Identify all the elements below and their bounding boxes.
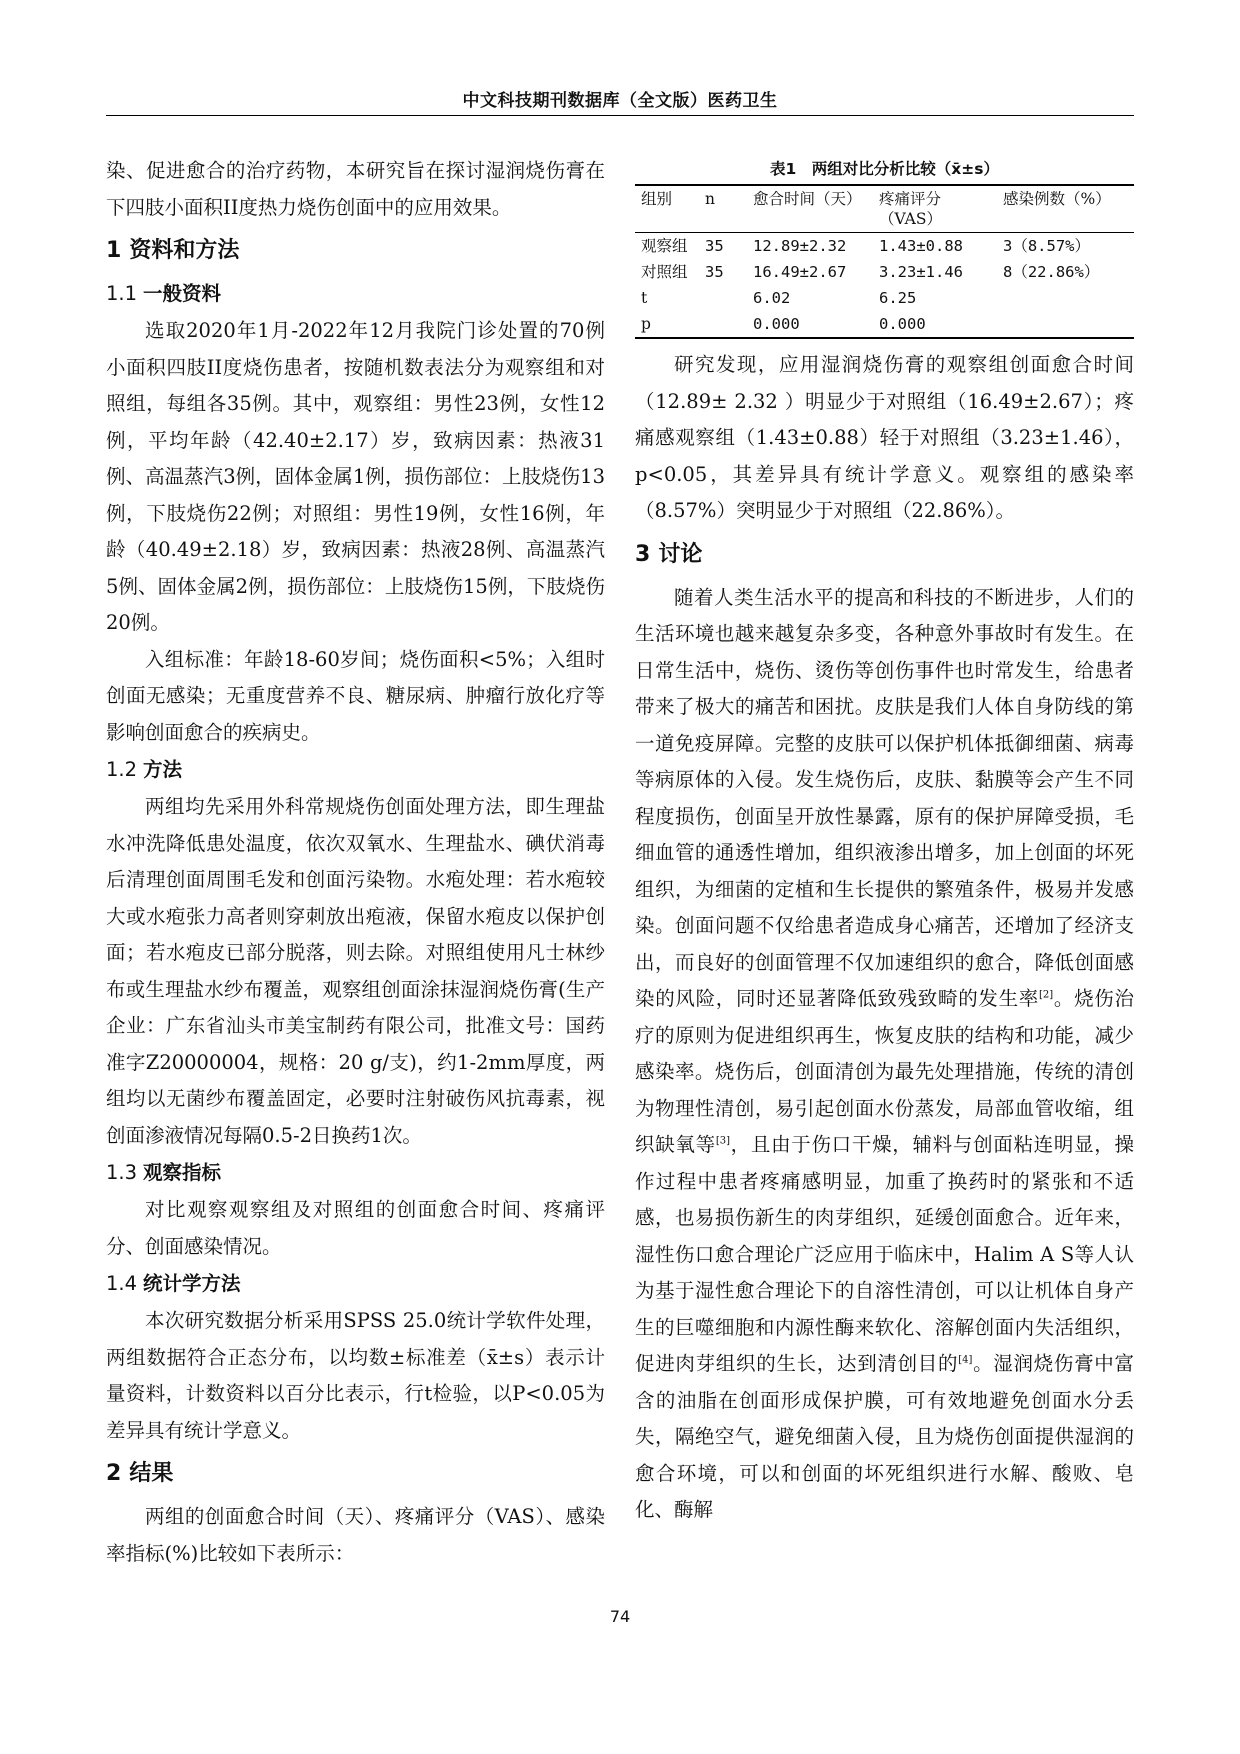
subsection-1-3-heading bbox=[106, 1155, 605, 1191]
table-cell: 6.02 bbox=[753, 289, 791, 307]
header-divider bbox=[106, 115, 1134, 116]
table-cell bbox=[699, 311, 747, 338]
subsection-1-1-heading bbox=[106, 276, 605, 312]
method-paragraph: 两组均先采用外科常规烧伤创面处理方法，即生理盐水冲洗降低患处温度，依次双氧水、生理盐水、碘伏消毒后清理创面周围毛发和创面污染物。水疱处理：若水疱较大或水疱张力高者则穿刺放出疱液，保留水疱皮以保护创面；若水疱皮已部分脱落，则去除。对照组使用凡士林纱布或生理盐水纱布覆盖，观察组创面涂抹湿润烧伤膏(生产企业：广东省汕头市美宝制药有限公司，批准文号：国药准字Z20000004，规格：20 g/支)，约1-2mm厚度，两组均以无菌纱布覆盖固定，必要时注射破伤风抗毒素，视创面渗液情况每隔0.5-2日换药1次。 bbox=[106, 795, 605, 1147]
discussion-text: 。湿润烧伤膏中富含的油脂在创面形成保护膜，可有效地避免创面水分丢失，隔绝空气，避免细菌入侵，且为烧伤创面提供湿润的愈合环境，可以和创面的坏死组织进行水解、酸败、皂化、酶解 bbox=[635, 1352, 1134, 1521]
citation-ref: [3] bbox=[715, 1135, 730, 1147]
header-cell: 愈合时间（天） bbox=[753, 190, 862, 208]
subsection-title: 统计学方法 bbox=[143, 1272, 241, 1295]
section-title: 资料和方法 bbox=[129, 238, 240, 263]
inclusion-criteria-paragraph: 入组标准：年龄18-60岁间；烧伤面积<5%；入组时创面无感染；无重度营养不良、糖尿病、肿瘤行放化疗等影响创面愈合的疾病史。 bbox=[106, 647, 605, 744]
subsection-number: 1.1 bbox=[106, 282, 138, 305]
table-cell bbox=[997, 285, 1134, 311]
table-cell: 35 bbox=[705, 263, 724, 281]
table-cell: 0.000 bbox=[753, 315, 800, 333]
table-row bbox=[635, 285, 1134, 311]
table-cell: 8（22.86%） bbox=[1003, 263, 1100, 281]
indicators-paragraph: 对比观察观察组及对照组的创面愈合时间、疼痛评分、创面感染情况。 bbox=[106, 1198, 605, 1258]
header-cell: 感染例数（%） bbox=[1003, 190, 1111, 208]
discussion-paragraph bbox=[635, 580, 1134, 1529]
section-title: 结果 bbox=[129, 1461, 174, 1486]
table-cell: 12.89±2.32 bbox=[753, 237, 847, 255]
subsection-title: 一般资料 bbox=[143, 282, 222, 305]
table-cell: 1.43±0.88 bbox=[879, 237, 963, 255]
header-cell: 组别 bbox=[641, 190, 673, 208]
discussion-text: 随着人类生活水平的提高和科技的不断进步，人们的生活环境也越来越复杂多变，各种意外事故时有发生。在日常生活中，烧伤、烫伤等创伤事件也时常发生，给患者带来了极大的痛苦和困扰。皮肤是我们人体自身防线的第一道免疫屏障。完整的皮肤可以保护机体抵御细菌、病毒等病原体的入侵。发生烧伤后，皮肤、黏膜等会产生不同程度损伤，创面呈开放性暴露，原有的保护屏障受损，毛细血管的通透性增加，组织液渗出增多，加上创面的坏死组织，为细菌的定植和生长提供的繁殖条件，极易并发感染。创面问题不仅给患者造成身心痛苦，还增加了经济支出，而良好的创面管理不仅加速组织的愈合，降低创面感染的风险，同时还显著降低致残致畸的发生率 bbox=[635, 585, 1134, 1010]
page-number: 74 bbox=[609, 1607, 631, 1626]
subsection-1-2-heading bbox=[106, 752, 605, 788]
left-column bbox=[106, 153, 605, 1572]
table-caption: 表1 两组对比分析比较（x̄±s） bbox=[770, 160, 999, 178]
section-2-heading bbox=[106, 1456, 605, 1492]
section-1-heading bbox=[106, 233, 605, 269]
table-cell bbox=[699, 285, 747, 311]
table-cell: 观察组 bbox=[641, 237, 688, 255]
section-title: 讨论 bbox=[658, 541, 703, 567]
table-cell: 6.25 bbox=[879, 289, 917, 307]
table-cell bbox=[997, 311, 1134, 338]
statistics-paragraph: 本次研究数据分析采用SPSS 25.0统计学软件处理，两组数据符合正态分布，以均数±标准差（x̄±s）表示计量资料，计数资料以百分比表示，行t检验，以P<0.05为差异具有统计学意义。 bbox=[106, 1309, 605, 1442]
comparison-table bbox=[635, 184, 1134, 339]
subsection-number: 1.3 bbox=[106, 1161, 138, 1184]
table-row bbox=[635, 233, 1134, 260]
subsection-title: 观察指标 bbox=[143, 1161, 222, 1184]
citation-ref: [2] bbox=[1039, 989, 1054, 1001]
table-header-row bbox=[635, 185, 1134, 233]
header-cell: n bbox=[705, 190, 715, 208]
section-number: 3 bbox=[635, 541, 651, 567]
table-cell: 16.49±2.67 bbox=[753, 263, 847, 281]
journal-header: 中文科技期刊数据库（全文版）医药卫生 bbox=[462, 91, 778, 111]
discussion-text: 。烧伤治疗的原则为促进组织再生，恢复皮肤的结构和功能，减少感染率。烧伤后，创面清创为最先处理措施，传统的清创为物理性清创，易引起创面水份蒸发，局部血管收缩，组织缺氧等 bbox=[635, 987, 1134, 1156]
subsection-1-4-heading bbox=[106, 1266, 605, 1302]
results-intro-paragraph: 两组的创面愈合时间（天）、疼痛评分（VAS）、感染率指标(%)比较如下表所示： bbox=[106, 1505, 605, 1565]
table-cell: p bbox=[641, 315, 651, 333]
section-number: 2 bbox=[106, 1461, 122, 1486]
discussion-text: ，且由于伤口干燥，辅料与创面粘连明显，操作过程中患者疼痛感明显，加重了换药时的紧张和不适感，也易损伤新生的肉芽组织，延缓创面愈合。近年来，湿性伤口愈合理论广泛应用于临床中，Halim A S等人认为基于湿性愈合理论下的自溶性清创，可以让机体自身产生的巨噬细胞和内源性酶来软化、溶解创面内失活组织，促进肉芽组织的生长，达到清创目的 bbox=[635, 1133, 1134, 1375]
subsection-title: 方法 bbox=[143, 758, 183, 781]
section-number: 1 bbox=[106, 238, 122, 263]
table-cell: 3（8.57%） bbox=[1003, 237, 1090, 255]
table-cell: 0.000 bbox=[879, 315, 926, 333]
findings-paragraph: 研究发现，应用湿润烧伤膏的观察组创面愈合时间（12.89± 2.32 ）明显少于对照组（16.49±2.67）；疼痛感观察组（1.43±0.88）轻于对照组（3.23±1.46），p<0.05，其差异具有统计学意义。观察组的感染率（8.57%）突明显少于对照组（22.86%）。 bbox=[635, 353, 1134, 522]
intro-continuation: 染、促进愈合的治疗药物，本研究旨在探讨湿润烧伤膏在下四肢小面积II度热力烧伤创面中的应用效果。 bbox=[106, 159, 605, 219]
table-cell: t bbox=[641, 289, 648, 307]
right-column bbox=[635, 153, 1134, 1529]
table-row bbox=[635, 259, 1134, 285]
table-row bbox=[635, 311, 1134, 338]
table-cell: 3.23±1.46 bbox=[879, 263, 963, 281]
section-3-heading bbox=[635, 537, 1134, 573]
table-cell: 对照组 bbox=[641, 263, 688, 281]
subsection-number: 1.2 bbox=[106, 758, 138, 781]
citation-ref: [4] bbox=[958, 1354, 973, 1366]
general-data-paragraph: 选取2020年1月-2022年12月我院门诊处置的70例小面积四肢II度烧伤患者，按随机数表法分为观察组和对照组，每组各35例。其中，观察组：男性23例，女性12例，平均年龄（42.40±2.17）岁，致病因素：热液31例、高温蒸汽3例，固体金属1例，损伤部位：上肢烧伤13例，下肢烧伤22例；对照组：男性19例，女性16例，年龄（40.49±2.18）岁，致病因素：热液28例、高温蒸汽5例、固体金属2例，损伤部位：上肢烧伤15例，下肢烧伤20例。 bbox=[106, 319, 605, 634]
header-cell: 疼痛评分（VAS） bbox=[879, 190, 942, 228]
subsection-number: 1.4 bbox=[106, 1272, 138, 1295]
table-cell: 35 bbox=[705, 237, 724, 255]
